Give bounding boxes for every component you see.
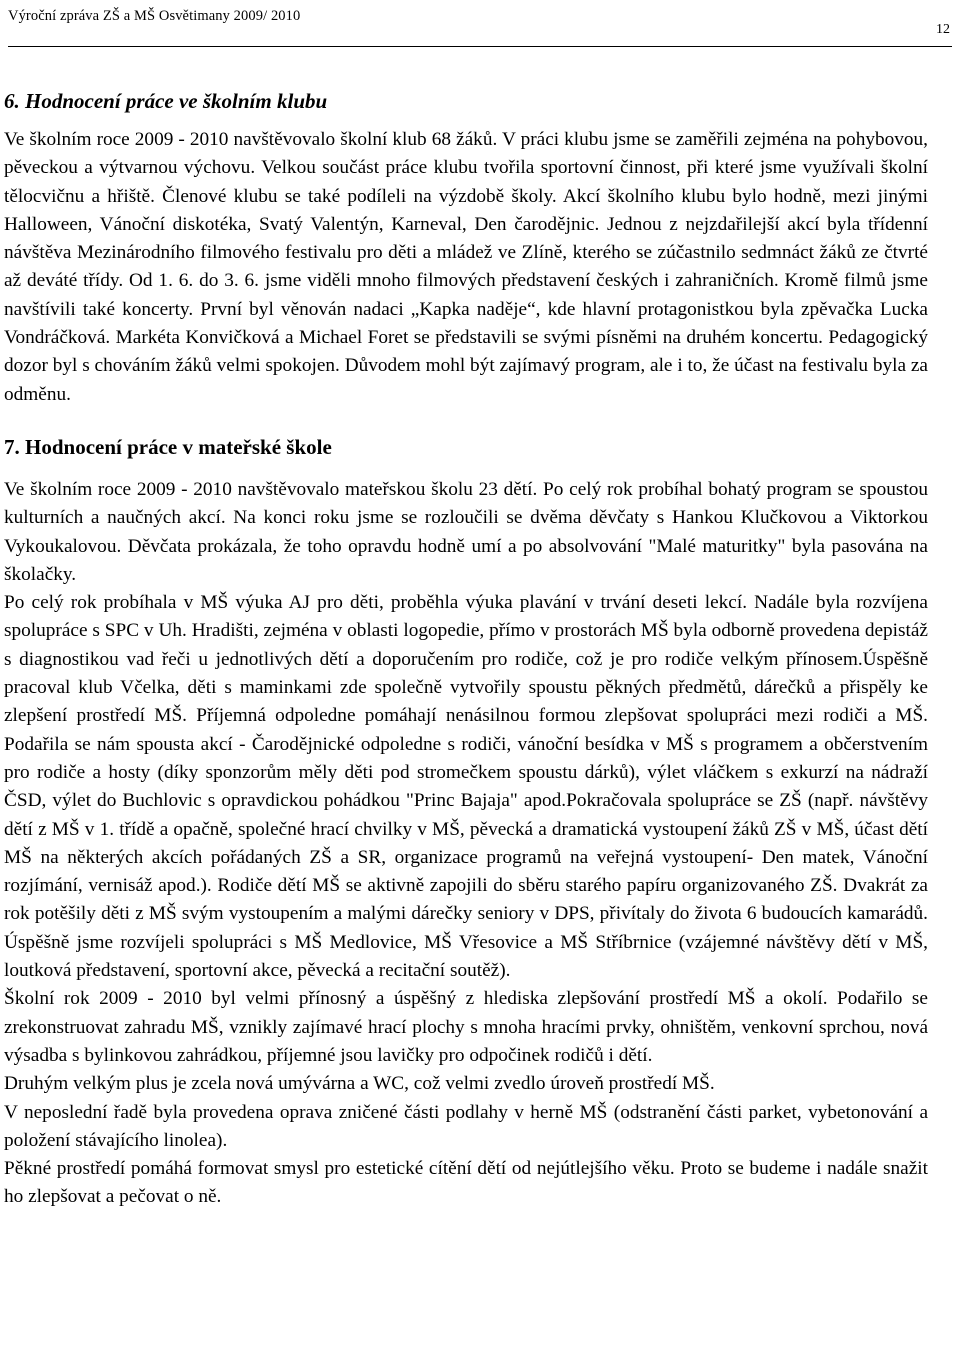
paragraph: Ve školním roce 2009 - 2010 navštěvovalo školní klub 68 žáků. V práci klubu jsme se zaměřili zejména na pohybovou, pěveckou a výtvarnou výchovu. Velkou součást práce klubu tvořila sportovní činnost, při které jsme využívali školní tělocvičnu a hřiště. Členové klubu se také podíleli na výzdobě školy. Akcí školního klubu bylo hodně, mezi jinými Halloween, Vánoční diskotéka, Svatý Valentýn, Karneval, Den čarodějnic. Jednou z nejzdařilejší akcí byla třídenní návštěva Mezinárodního filmového festivalu pro děti a mládež ve Zlíně, kterého se zúčastnilo sedmnáct žáků ze čtvrté až deváté třídy. Od 1. 6. do 3. 6. jsme viděli mnoho filmových představení českých i zahraničních. Kromě filmů jsme navštívili také koncerty. První byl věnován nadaci „Kapka naděje“, kde hlavní protagonistkou byla zpěvačka Lucka Vondráčková. Markéta Konvičková a Michael Foret se představili se svými písněmi na druhém koncertu. Pedagogický dozor byl s chováním žáků velmi spokojen. Důvodem mohl být zajímavý program, ale i to, že účast na festivalu byla za odměnu.: [4, 129, 928, 405]
section-school-club: [4, 86, 928, 409]
section-title-school-club: 6. Hodnocení práce ve školním klubu: [4, 89, 328, 113]
paragraph: Po celý rok probíhala v MŠ výuka AJ pro děti, proběhla výuka plavání v trvání deseti lekcí. Nadále byla rozvíjena spolupráce s SPC v Uh. Hradišti, zejména v oblasti logopedie, přímo v prostorách MŠ byla odborně provedena depistáž s diagnostikou vad řeči u jednotlivých dětí a doporučením pro rodiče, což je pro rodiče velkým přínosem.Úspěšně pracoval klub Včelka, děti s maminkami zde společně vytvořily spoustu pěkných předmětů, dárečků a přispěly ke zlepšení prostředí MŠ. Příjemná odpoledne pomáhají nenásilnou formou zlepšovat spolupráci mezi rodiči a MŠ. Podařila se nám spousta akcí - Čarodějnické odpoledne s rodiči, vánoční besídka v MŠ s programem a občerstvením pro rodiče a hosty (díky sponzorům měly děti pod stromečkem spoustu dárků), výlet vláčkem s exkurzí na nádraží ČSD, výlet do Buchlovic s opravdickou pohádkou "Princ Bajaja" apod.Pokračovala spolupráce se ZŠ (např. návštěvy dětí z MŠ v 1. třídě a opačně, společné hrací chvilky v MŠ, pěvecká a dramatická vystoupení žáků ZŠ v MŠ, účast dětí MŠ na některých akcích pořádaných ZŠ a SR, organizace programů na veřejná vystoupení- Den matek, Vánoční rozjímání, vernisáž apod.). Rodiče dětí MŠ se aktivně zapojili do sběru starého papíru organizovaného ZŠ. Dvakrát za rok potěšily děti z MŠ svým vystoupením a malými dárečky seniory v DPS, přivítaly do života 6 budoucích kamarádů. Úspěšně jsme rozvíjeli spolupráci s MŠ Medlovice, MŠ Vřesovice a MŠ Stříbrnice (vzájemné návštěvy dětí v MŠ, loutková představení, sportovní akce, pěvecká a recitační soutěž).: [4, 592, 928, 982]
paragraph: Ve školním roce 2009 - 2010 navštěvovalo mateřskou školu 23 dětí. Po celý rok probíhal bohatý program se spoustou kulturních a naučných akcí. Na konci roku jsme se rozloučili se dvěma děvčaty s Hankou Klučkovou a Viktorkou Vykoukalovou. Děvčata prokázala, že toho opravdu hodně umí a po absolvování "Malé maturitky" byla pasována na školačky.: [4, 478, 928, 585]
running-header: Výroční zpráva ZŠ a MŠ Osvětimany 2009/ 2010: [8, 8, 301, 24]
paragraph: Pěkné prostředí pomáhá formovat smysl pro estetické cítění dětí od nejútlejšího věku. Proto se budeme i nadále snažit ho zlepšovat a pečovat o ně.: [4, 1158, 928, 1208]
section-title-kindergarten: 7. Hodnocení práce v mateřské škole: [4, 434, 332, 459]
paragraph: Školní rok 2009 - 2010 byl velmi přínosný a úspěšný z hlediska zlepšování prostředí MŠ a okolí. Podařilo se zrekonstruovat zahradu MŠ, vznikly zajímavé hrací plochy s mnoha hracími prvky, ohništěm, venkovní sprchou, nová výsadba s bylinkovou zahrádkou, příjemné jsou lavičky pro odpočinek rodičů i dětí.: [4, 988, 928, 1066]
document-body: [4, 86, 928, 1212]
paragraph: V neposlední řadě byla provedena oprava zničené části podlahy v herně MŠ (odstranění části parket, vybetonování a položení stávajícího linolea).: [4, 1101, 928, 1151]
page-number: 12: [936, 22, 950, 37]
section-kindergarten: [4, 432, 928, 1212]
header-divider: [8, 46, 952, 47]
paragraph: Druhým velkým plus je zcela nová umývárna a WC, což velmi zvedlo úroveň prostředí MŠ.: [4, 1073, 715, 1095]
